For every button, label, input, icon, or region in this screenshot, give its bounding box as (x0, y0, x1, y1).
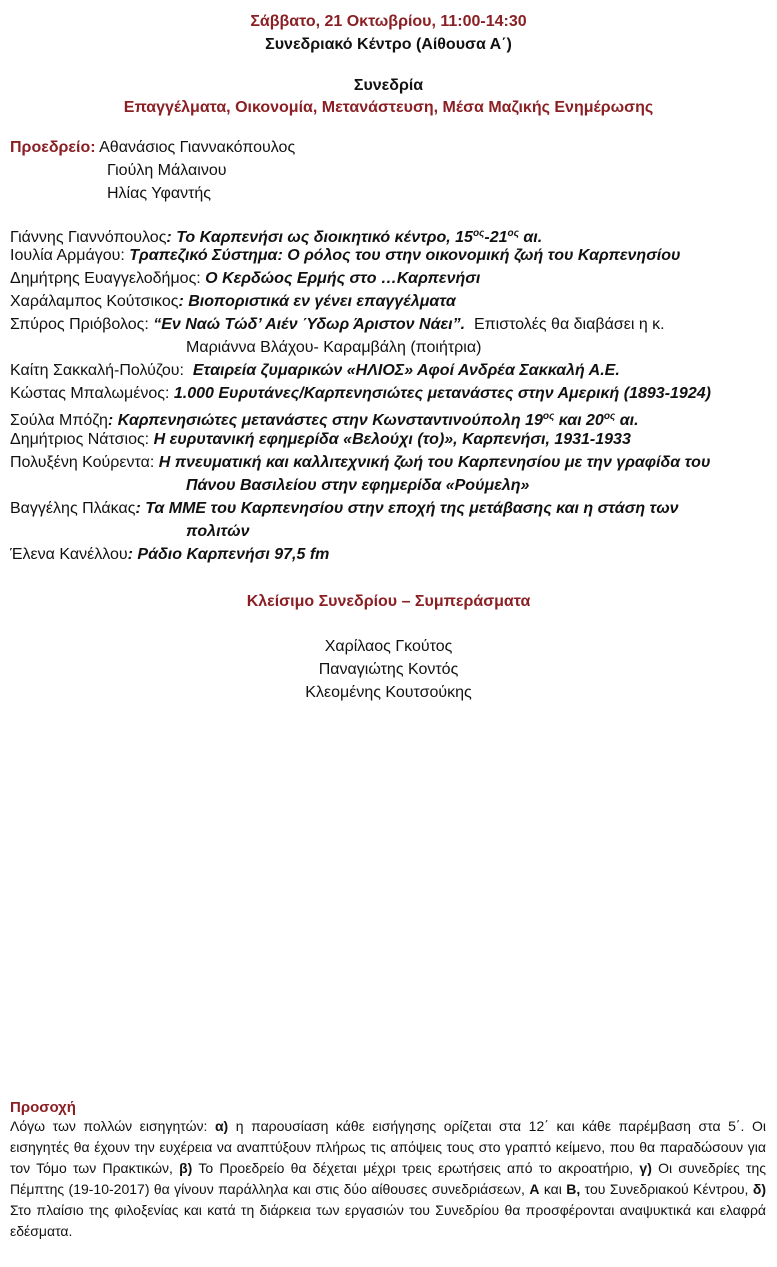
notice-marker: δ) (752, 1181, 766, 1197)
notice-text: Στο πλαίσιο της φιλοξενίας και κατά τη διάρκεια των εργασιών του Συνεδρίου θα προσφέρονται αναψυκτικά και ελαφρά εδέσματα. (10, 1202, 766, 1239)
notice-text: η παρουσίαση κάθε εισήγησης ορίζεται στα 12΄ και κάθε παρέμβαση στα 5΄. Οι εισηγητές θα έχουν την ευχέρεια να αναπτύξουν πλήρως τις απόψεις τους στο γραπτό κείμενο, που θα παραδώσουν για τον Τόμο των Πρακτικών, (10, 1118, 766, 1176)
notice-marker: β) (179, 1160, 193, 1176)
talk-row (10, 291, 456, 313)
notice-text: και (539, 1181, 567, 1197)
date-time: Σάββατο, 21 Οκτωβρίου, 11:00-14:30 (250, 13, 527, 30)
presidium-member: Ηλίας Υφαντής (107, 185, 211, 202)
presidium-row (10, 137, 295, 159)
talk-row (10, 383, 711, 405)
talk-title-end: αι. (518, 229, 543, 246)
talk-row (10, 360, 620, 382)
talk-separator: : (135, 500, 146, 517)
talk-speaker: Πολυξένη Κούρεντα (10, 454, 150, 471)
talk-row (10, 498, 679, 520)
talk-superscript: ος (603, 411, 616, 422)
talk-separator: : (164, 385, 174, 402)
notice-marker: α) (214, 1118, 229, 1134)
talk-row (10, 429, 631, 451)
talk-row (10, 544, 329, 566)
notice-paragraph (10, 1116, 766, 1242)
notice-hall-a: Α (529, 1181, 540, 1197)
talk-title-end: αι. (615, 412, 639, 429)
talk-title: Το Καρπενήσι ως διοικητικό κέντρο, 15 (176, 229, 473, 246)
presidium-member: Αθανάσιος Γιαννακόπουλος (99, 139, 296, 156)
talk-title: Η ευρυτανική εφημερίδα «Βελούχι (το)», Καρπενήσι, 1931-1933 (153, 431, 631, 448)
closing-title: Κλείσιμο Συνεδρίου – Συμπεράσματα (246, 593, 531, 610)
talk-title-continuation: Πάνου Βασιλείου στην εφημερίδα «Ρούμελη» (186, 477, 530, 494)
notice-text: του Συνεδριακού Κέντρου, (580, 1181, 753, 1197)
talk-separator: : (144, 316, 154, 333)
talk-separator: : (149, 454, 159, 471)
notice-marker: γ) (639, 1160, 652, 1176)
talk-separator: : (127, 546, 138, 563)
talk-speaker: Δημήτριος Νάτσιος (10, 431, 145, 448)
talk-superscript: ος (472, 228, 485, 239)
talk-speaker: Καίτη Σακκαλή-Πολύζου (10, 362, 180, 379)
talk-note: Επιστολές θα διαβάσει η κ. (465, 316, 665, 333)
talk-separator: : (120, 247, 130, 264)
talk-speaker: Χαράλαμπος Κούτσικος (10, 293, 179, 310)
notice-text: Οι συνεδρίες της Πέμπτης (19-10-2017) θα γίνουν παράλληλα και στις δύο αίθουσες συνεδριάσεων, (10, 1160, 766, 1197)
talk-speaker: Ιουλία Αρμάγου (10, 247, 121, 264)
closing-speaker: Χαρίλαος Γκούτος (324, 638, 453, 655)
talk-title: Ράδιο Καρπενήσι 97,5 fm (137, 546, 330, 563)
talk-separator: : (166, 229, 177, 246)
talk-speaker: Σούλα Μπόζη (10, 412, 108, 429)
talk-superscript: ος (542, 411, 555, 422)
talk-title: Τα ΜΜΕ του Καρπενησίου στην εποχή της μετάβασης και η στάση των (145, 500, 679, 517)
talk-separator: : (144, 431, 154, 448)
closing-speaker: Κλεομένης Κουτσούκης (305, 684, 472, 701)
talk-title: Βιοποριστικά εν γένει επαγγέλματα (188, 293, 456, 310)
notice-hall-b: Β, (566, 1181, 581, 1197)
talk-separator: : (107, 412, 118, 429)
talk-speaker: Κώστας Μπαλωμένος (10, 385, 165, 402)
talk-speaker: Σπύρος Πριόβολος (10, 316, 145, 333)
talk-title-continuation: πολιτών (186, 523, 250, 540)
notice-title: Προσοχή (10, 1099, 76, 1116)
talk-row (10, 452, 710, 474)
talk-row (10, 314, 665, 336)
talk-speaker: Βαγγέλης Πλάκας (10, 500, 136, 517)
talk-title: Εταιρεία ζυμαρικών «ΗΛΙΟΣ» Αφοί Ανδρέα Σακκαλή Α.Ε. (192, 362, 620, 379)
talk-title-mid: -21 (484, 229, 508, 246)
session-label: Συνεδρία (353, 77, 424, 94)
talk-separator: : (178, 293, 189, 310)
presidium-label: Προεδρείο: (10, 139, 96, 156)
closing-speaker: Παναγιώτης Κοντός (318, 661, 459, 678)
presidium-member: Γιούλη Μάλαινου (107, 162, 227, 179)
notice-text: Το Προεδρείο θα δέχεται μέχρι τρεις ερωτήσεις από το ακροατήριο, (192, 1160, 640, 1176)
session-title: Επαγγέλματα, Οικονομία, Μετανάστευση, Μέσα Μαζικής Ενημέρωσης (123, 99, 654, 116)
talk-title-mid: και 20 (554, 412, 604, 429)
talk-separator: : (196, 270, 206, 287)
notice-text: Λόγω των πολλών εισηγητών: (10, 1118, 215, 1134)
talk-title: 1.000 Ευρυτάνες/Καρπενησιώτες μετανάστες στην Αμερική (1893-1924) (173, 385, 711, 402)
talk-title: Ο Κερδώος Ερμής στο …Καρπενήσι (205, 270, 481, 287)
talk-separator: : (179, 362, 193, 379)
talk-speaker: Έλενα Κανέλλου (10, 546, 128, 563)
talk-title: “Εν Ναώ Τώδ’ Αιέν Ύδωρ Άριστον Νάει”. (153, 316, 466, 333)
talk-superscript: ος (507, 228, 519, 239)
venue: Συνεδριακό Κέντρο (Αίθουσα Α΄) (265, 36, 512, 53)
talk-speaker: Γιάννης Γιαννόπουλος (10, 229, 167, 246)
talk-note-continuation: Μαριάννα Βλάχου- Καραμβάλη (ποιήτρια) (186, 339, 482, 356)
talk-speaker: Δημήτρης Ευαγγελοδήμος (10, 270, 197, 287)
talk-row (10, 245, 680, 267)
talk-row (10, 268, 480, 290)
talk-title: Καρπενησιώτες μετανάστες στην Κωνσταντινούπολη 19 (117, 412, 543, 429)
talk-title: Η πνευματική και καλλιτεχνική ζωή του Καρπενησίου με την γραφίδα του (158, 454, 711, 471)
talk-title: Τραπεζικό Σύστημα: Ο ρόλος του στην οικονομική ζωή του Καρπενησίου (129, 247, 681, 264)
